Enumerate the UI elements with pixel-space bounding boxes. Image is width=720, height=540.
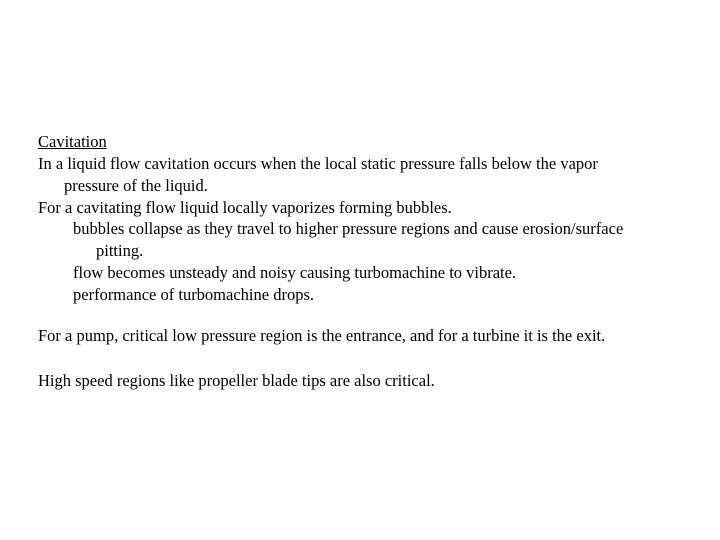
effect-flow-unsteady: flow becomes unsteady and noisy causing turbomachine to vibrate. xyxy=(73,263,517,282)
slide-title: Cavitation xyxy=(38,132,107,151)
high-speed-regions-note: High speed regions like propeller blade tips are also critical. xyxy=(38,371,435,390)
effect-bubbles-collapse-line-1: bubbles collapse as they travel to higher pressure regions and cause erosion/surface xyxy=(73,219,624,238)
effect-bubbles-collapse-line-2: pitting. xyxy=(96,241,144,260)
effect-performance-drops: performance of turbomachine drops. xyxy=(73,285,314,304)
pump-turbine-critical-regions: For a pump, critical low pressure region is the entrance, and for a turbine it is the exit. xyxy=(38,326,606,345)
definition-line-1: In a liquid flow cavitation occurs when the local static pressure falls below the vapor xyxy=(38,154,598,173)
cavitating-flow-intro: For a cavitating flow liquid locally vaporizes forming bubbles. xyxy=(38,198,452,217)
definition-line-2: pressure of the liquid. xyxy=(64,176,208,195)
